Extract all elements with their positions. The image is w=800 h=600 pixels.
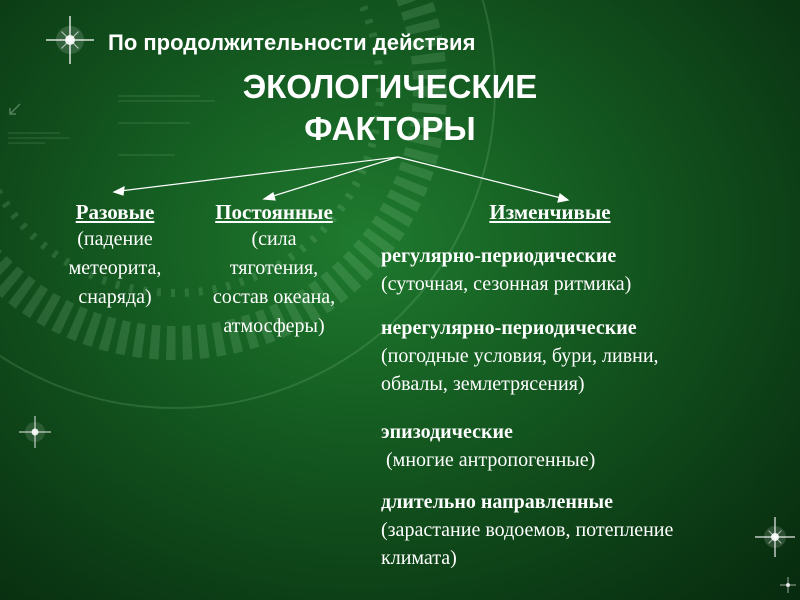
variable-item-desc: (суточная, сезонная ритмика) (381, 273, 632, 295)
variable-item (381, 418, 791, 474)
variable-item (381, 314, 791, 398)
text-line: атмосферы) (223, 315, 325, 337)
variable-item-title: нерегулярно-периодические (381, 317, 637, 339)
title-line-2: ФАКТОРЫ (304, 110, 476, 147)
text-line: тяготения, (229, 257, 319, 279)
variable-item-title: длительно направленные (381, 491, 613, 513)
column-single (30, 200, 200, 312)
arrow-to-constant (270, 157, 398, 197)
column-heading-variable: Изменчивые (489, 200, 611, 224)
slide-title (130, 66, 650, 150)
variable-item-desc: климата) (381, 547, 457, 569)
text-line: (падение (77, 228, 153, 250)
title-line-1: ЭКОЛОГИЧЕСКИЕ (242, 68, 538, 105)
text-line: состав океана, (212, 286, 336, 308)
variable-item-desc: (погодные условия, бури, ливни, (381, 345, 659, 367)
variable-item-title: регулярно-периодические (381, 245, 617, 267)
text-line: снаряда) (78, 286, 152, 308)
column-heading-constant: Постоянные (215, 200, 333, 224)
column-text-constant (196, 225, 352, 341)
column-constant (196, 200, 352, 341)
variable-item (381, 488, 791, 572)
variable-item-desc: (зарастание водоемов, потепление (381, 519, 674, 541)
column-text-single (30, 225, 200, 312)
variable-item (381, 242, 791, 298)
column-heading-single: Разовые (75, 200, 155, 224)
category-arrows (114, 157, 568, 202)
variable-item-desc: обвалы, землетрясения) (381, 373, 585, 395)
slide-subtitle: По продолжительности действия (108, 30, 476, 55)
small-corner-arrow-icon (10, 104, 20, 114)
text-line: метеорита, (68, 257, 162, 279)
variable-item-desc: (многие антропогенные) (381, 449, 596, 471)
variable-item-title: эпизодические (381, 421, 513, 443)
text-line: (сила (251, 228, 297, 250)
